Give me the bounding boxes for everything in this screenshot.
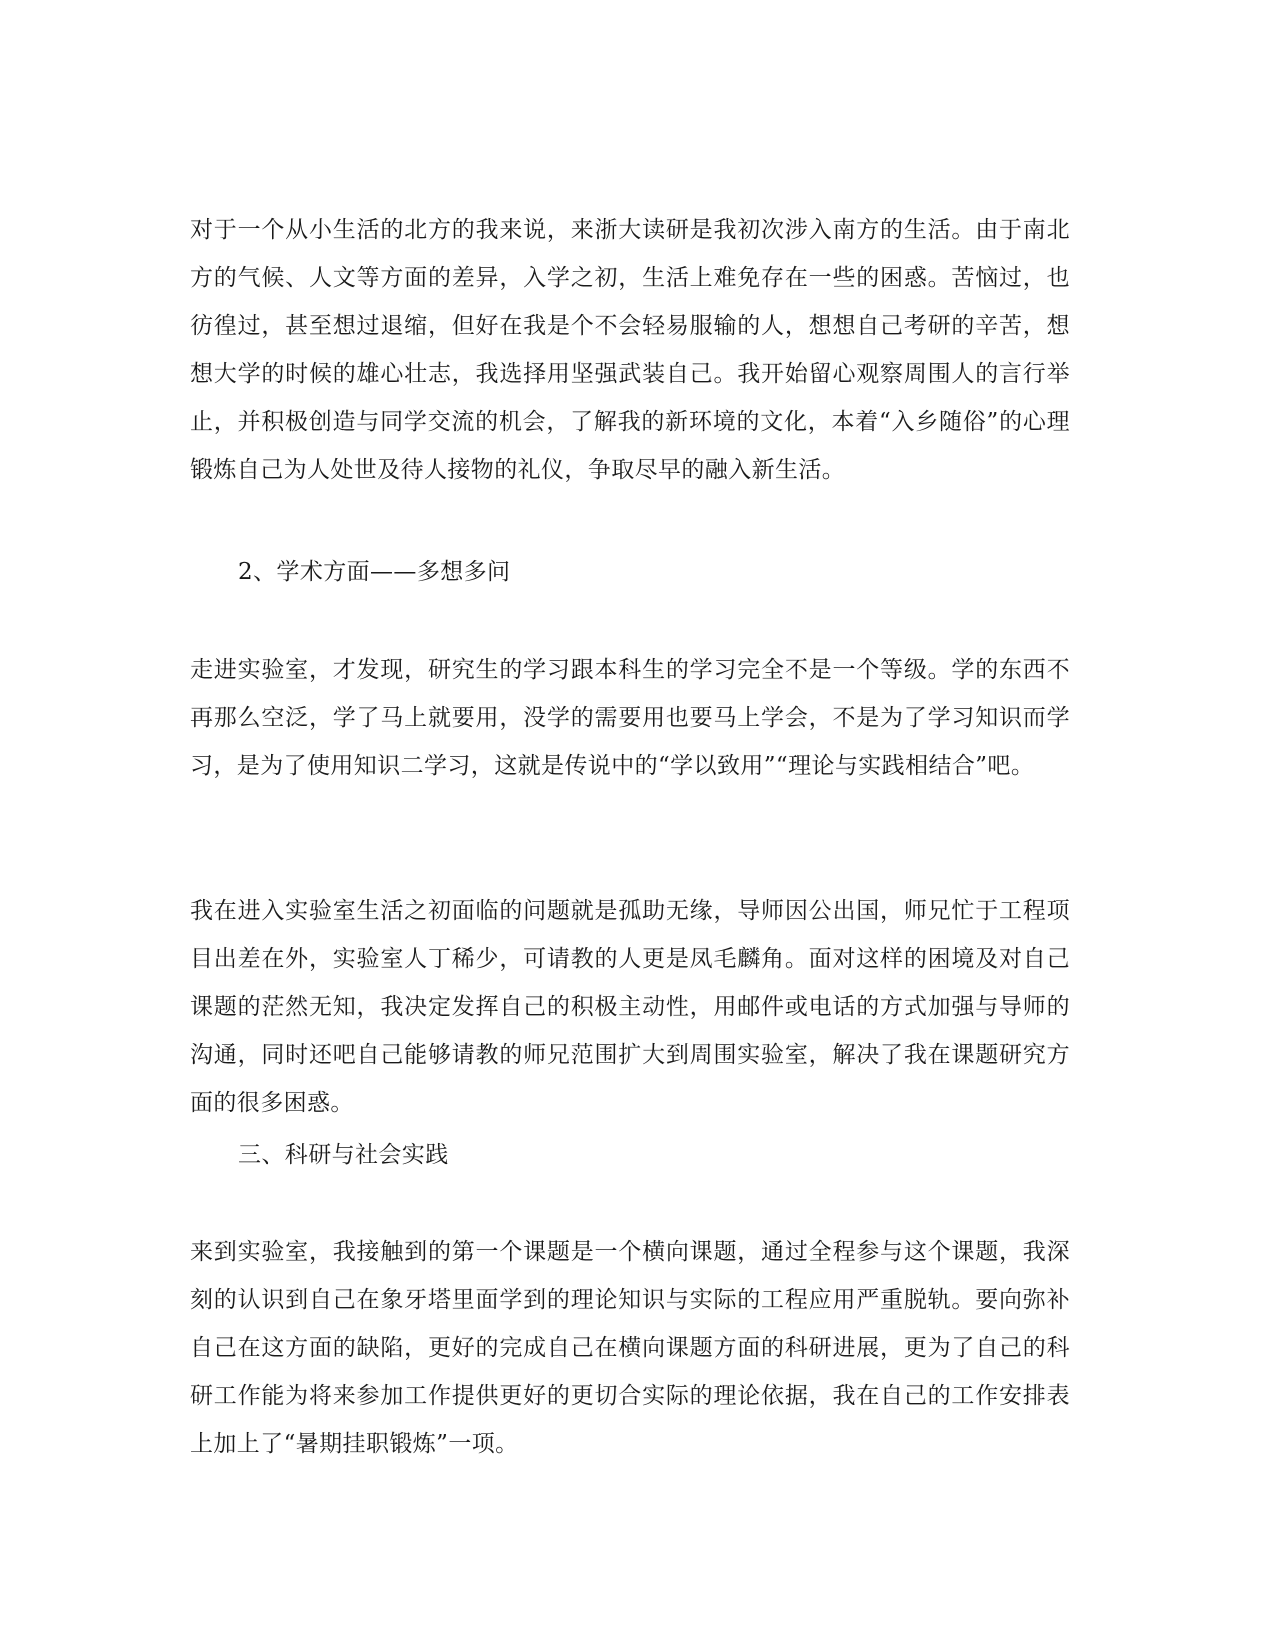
paragraph-first-project: 来到实验室，我接触到的第一个课题是一个横向课题，通过全程参与这个课题，我深刻的认识到自己在象牙塔里面学到的理论知识与实际的工程应用严重脱轨。要向弥补自己在这方面的缺陷，更好的完成自己在横向课题方面的科研进展，更为了自己的科研工作能为将来参加工作提供更好的更切合实际的理论依据，我在自己的工作安排表上加上了“暑期挂职锻炼”一项。: [190, 1239, 1070, 1457]
paragraph-southern-life: 对于一个从小生活的北方的我来说，来浙大读研是我初次涉入南方的生活。由于南北方的气候、人文等方面的差异，入学之初，生活上难免存在一些的困惑。苦恼过，也彷徨过，甚至想过退缩，但好在我是个不会轻易服输的人，想想自己考研的辛苦，想想大学的时候的雄心壮志，我选择用坚强武装自己。我开始留心观察周围人的言行举止，并积极创造与同学交流的机会，了解我的新环境的文化，本着“入乡随俗”的心理锻炼自己为人处世及待人接物的礼仪，争取尽早的融入新生活。: [190, 217, 1070, 483]
section-heading-research-practice: 三、科研与社会实践: [238, 1142, 449, 1168]
paragraph-lab-learning: 走进实验室，才发现，研究生的学习跟本科生的学习完全不是一个等级。学的东西不再那么空泛，学了马上就要用，没学的需要用也要马上学会，不是为了学习知识而学习，是为了使用知识二学习，这就是传说中的“学以致用”“理论与实践相结合”吧。: [190, 657, 1070, 779]
paragraph-lab-challenges: 我在进入实验室生活之初面临的问题就是孤助无缘，导师因公出国，师兄忙于工程项目出差在外，实验室人丁稀少，可请教的人更是凤毛麟角。面对这样的困境及对自己课题的茫然无知，我决定发挥自己的积极主动性，用邮件或电话的方式加强与导师的沟通，同时还吧自己能够请教的师兄范围扩大到周围实验室，解决了我在课题研究方面的很多困惑。: [190, 898, 1070, 1116]
section-heading-academic: 2、学术方面——多想多问: [238, 559, 511, 585]
